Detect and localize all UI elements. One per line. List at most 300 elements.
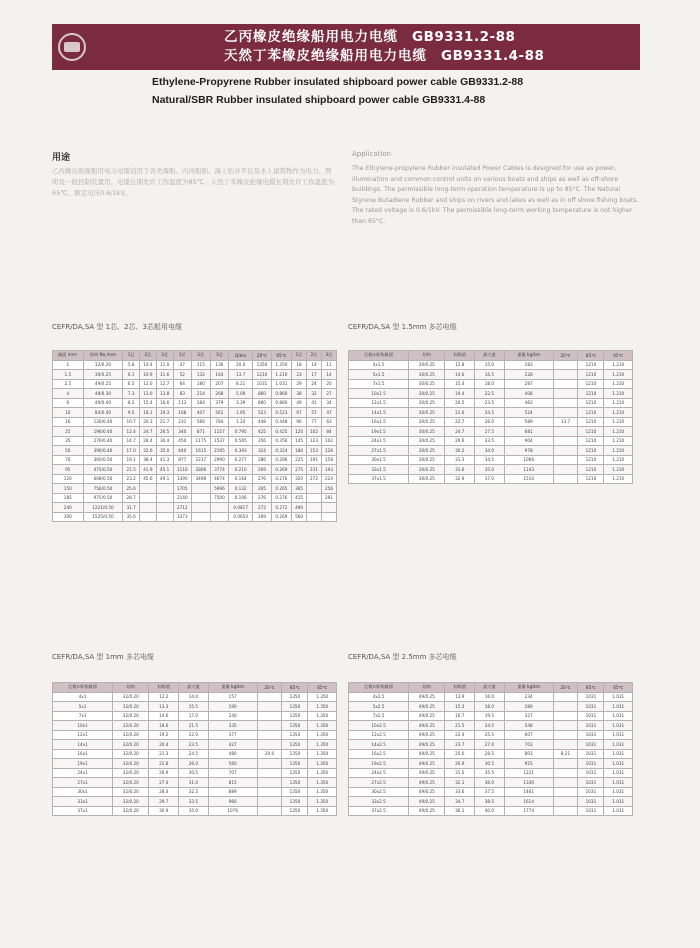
table-row — [349, 740, 633, 750]
table-cell: 784 — [210, 417, 229, 427]
table-cell: 1210 — [253, 370, 272, 380]
table-header-cell: 65℃ — [308, 683, 337, 693]
table-cell: 0.356 — [271, 436, 291, 446]
table-row — [349, 787, 633, 797]
spec-table-2 — [348, 350, 633, 484]
table-cell: 1.210 — [604, 427, 633, 437]
table-cell: 966 — [208, 797, 257, 807]
table-row — [349, 436, 633, 446]
table-cell: 10 — [53, 408, 84, 418]
table-cell — [307, 512, 322, 522]
table-cell: 50 — [53, 446, 84, 456]
table-cell: 19x1.5 — [349, 427, 409, 437]
table-cell: 30/0.25 — [409, 389, 445, 399]
table-row — [53, 749, 337, 759]
table-cell: 18.1 — [140, 408, 157, 418]
table-cell: 150 — [53, 484, 84, 494]
table-cell: 475/0.50 — [83, 465, 123, 475]
table-cell: 32/0.20 — [113, 749, 149, 759]
table-cell: 31.5 — [445, 768, 475, 778]
table-header-cell: 结构 — [113, 683, 149, 693]
table-cell: 19x1 — [53, 759, 113, 769]
table-cell: 0.164 — [229, 474, 253, 484]
table-cell: 11 — [321, 360, 336, 370]
table-row — [349, 759, 633, 769]
table-cell: 560 — [292, 512, 307, 522]
table-cell: 33.5 — [179, 797, 209, 807]
table-cell: 6 — [53, 398, 84, 408]
table-header-cell: 重量 kg/km — [504, 351, 553, 361]
table-cell: 871 — [192, 427, 211, 437]
table-cell: 24.7 — [445, 427, 475, 437]
table-cell — [553, 389, 578, 399]
table-cell: 28.4 — [149, 787, 179, 797]
table-header-cell: 结构 — [409, 683, 445, 693]
table-cell: 0.860 — [271, 398, 291, 408]
table-cell: 407 — [192, 408, 211, 418]
table-cell: 1031 — [578, 806, 604, 816]
table-cell: 1116 — [173, 465, 192, 475]
table-header-cell: 1芯 — [173, 351, 192, 361]
table-cell: 30/0.25 — [409, 379, 445, 389]
table-cell: 276 — [253, 474, 272, 484]
section-label-3: CEFR/DA,SA 型 1mm 多芯电缆 — [52, 653, 154, 661]
table-cell: 1.350 — [271, 360, 291, 370]
table-cell: 4674 — [210, 474, 229, 484]
table-cell — [307, 493, 322, 503]
table-header-cell: 20℃ — [257, 683, 282, 693]
table-cell — [156, 503, 173, 513]
table-cell — [553, 721, 578, 731]
table-cell: 45.6 — [140, 474, 157, 484]
table-cell: 1210 — [578, 465, 604, 475]
table-cell: 1.95 — [229, 408, 253, 418]
table-cell: 275 — [292, 465, 307, 475]
table-cell: 16.5 — [475, 370, 505, 380]
table-cell: 49/0.25 — [409, 749, 445, 759]
table-cell: 23.5 — [179, 740, 209, 750]
table-row — [349, 749, 633, 759]
table-cell: 1614 — [504, 797, 553, 807]
table-cell: 13.9 — [445, 692, 475, 702]
table-cell: 35 — [53, 436, 84, 446]
table-cell: 17.0 — [123, 446, 140, 456]
table-cell: 4x1.5 — [349, 360, 409, 370]
table-cell: 0.132 — [229, 484, 253, 494]
application-heading: Application — [352, 150, 392, 158]
table-cell — [140, 512, 157, 522]
table-cell: 30x2.5 — [349, 787, 409, 797]
table-cell: 190 — [208, 702, 257, 712]
table-cell: 30/0.25 — [409, 455, 445, 465]
table-cell — [192, 503, 211, 513]
table-cell: 2140 — [173, 493, 192, 503]
table-cell: 84/0.40 — [83, 408, 123, 418]
table-cell — [257, 711, 282, 721]
table-cell: 29.7 — [149, 797, 179, 807]
table-cell: 102 — [321, 436, 336, 446]
table-cell: 240 — [53, 503, 84, 513]
table-header-cell: 2芯 — [140, 351, 157, 361]
table-cell: 3.39 — [229, 398, 253, 408]
table-cell: 1.210 — [604, 474, 633, 484]
table-header-cell: 截面 mm² — [53, 351, 84, 361]
table-cell: 1143 — [504, 465, 553, 475]
table-cell: 1031 — [578, 768, 604, 778]
table-cell: 14.7 — [123, 436, 140, 446]
table-cell: 0.448 — [271, 417, 291, 427]
table-cell: 49/0.25 — [409, 806, 445, 816]
table-cell — [553, 379, 578, 389]
table-cell: 877 — [173, 455, 192, 465]
usage-cn-text: 乙丙橡皮绝缘船用电力电缆适用于各类海船、内河船舶、海上钻井平台及水上建筑物作为电力、照明及一般控制装置用。电缆长期允许工作温度为85℃，天然丁苯橡皮绝缘电缆长期允许工作温度为65℃，额定电压0.6/1kV。 — [52, 167, 335, 197]
table-cell: 425 — [253, 427, 272, 437]
table-header-cell: 最大值 — [475, 683, 505, 693]
table-cell: 49/0.25 — [409, 740, 445, 750]
table-cell: 860 — [253, 398, 272, 408]
table-cell: 32/0.20 — [113, 806, 149, 816]
table-cell: 10x1 — [53, 721, 113, 731]
table-cell: 196/0.40 — [83, 427, 123, 437]
table-cell: 1350 — [282, 797, 308, 807]
table-cell: 16x1 — [53, 749, 113, 759]
table-cell — [553, 778, 578, 788]
table-header-cell: 重量 kg/km — [504, 683, 553, 693]
table-cell — [210, 512, 229, 522]
table-cell: 480 — [208, 749, 257, 759]
table-cell: 37x1 — [53, 806, 113, 816]
table-header-cell: 芯数×标称截面 — [349, 351, 409, 361]
table-cell: 164 — [210, 370, 229, 380]
spec-table-3 — [52, 682, 337, 816]
table-row — [349, 465, 633, 475]
table-cell: 0.269 — [271, 512, 291, 522]
table-cell — [553, 711, 578, 721]
table-cell: 1210 — [578, 398, 604, 408]
table-cell: 102 — [307, 427, 322, 437]
table-cell — [553, 806, 578, 816]
table-header-cell: 2芯 — [192, 351, 211, 361]
table-cell: 10.7 — [123, 417, 140, 427]
table-cell — [321, 503, 336, 513]
table-cell — [257, 702, 282, 712]
table-cell: 0.106 — [229, 493, 253, 503]
table-cell: 0.265 — [271, 484, 291, 494]
table-cell: 193 — [321, 465, 336, 475]
table-cell: 10.9 — [140, 370, 157, 380]
table-cell: 49/0.30 — [83, 389, 123, 399]
table-cell: 256 — [321, 484, 336, 494]
table-cell: 70 — [53, 455, 84, 465]
table-cell: 49 — [292, 398, 307, 408]
table-cell: 20.0 — [229, 360, 253, 370]
table-cell: 377 — [208, 730, 257, 740]
table-cell: 115 — [192, 360, 211, 370]
table-cell — [307, 503, 322, 513]
table-cell: 17 — [307, 370, 322, 380]
table-cell: 1031 — [578, 740, 604, 750]
table-row — [53, 379, 337, 389]
table-cell: 30.2 — [445, 446, 475, 456]
table-cell: 64 — [173, 379, 192, 389]
table-header-cell: 1芯 — [292, 351, 307, 361]
table-row — [53, 730, 337, 740]
table-cell — [257, 740, 282, 750]
table-cell: 28.5 — [475, 749, 505, 759]
table-cell: 1350 — [282, 730, 308, 740]
table-cell: 26.5 — [156, 427, 173, 437]
table-header-cell: 20℃ — [553, 351, 578, 361]
table-cell: 30/0.25 — [409, 436, 445, 446]
table-cell: 1.031 — [604, 740, 633, 750]
table-row — [349, 797, 633, 807]
table-cell: 31.7 — [123, 503, 140, 513]
table-header-cell: 65℃ — [604, 351, 633, 361]
table-header-cell: 2芯 — [307, 351, 322, 361]
table-cell: 0.565 — [229, 436, 253, 446]
table-header-cell: 65℃ — [271, 351, 291, 361]
table-cell: 272 — [307, 474, 322, 484]
table-cell: 185 — [53, 493, 84, 503]
table-cell — [553, 427, 578, 437]
table-row — [53, 797, 337, 807]
table-header-cell: 芯数×标称截面 — [349, 683, 409, 693]
table-cell: 1031 — [578, 759, 604, 769]
table-cell — [257, 778, 282, 788]
table-row — [53, 446, 337, 456]
table-cell: 0.795 — [229, 427, 253, 437]
table-cell: 41.9 — [140, 465, 157, 475]
table-cell: 0.210 — [229, 465, 253, 475]
table-cell: 20.0 — [257, 749, 282, 759]
table-cell: 548 — [504, 721, 553, 731]
table-cell: 22.7 — [445, 417, 475, 427]
table-row — [53, 474, 337, 484]
table-cell: 234 — [504, 692, 553, 702]
table-cell: 57 — [307, 408, 322, 418]
table-cell: 335 — [208, 721, 257, 731]
table-cell: 20 — [321, 379, 336, 389]
table-cell: 7x2.5 — [349, 711, 409, 721]
table-row — [53, 702, 337, 712]
table-cell: 23.7 — [445, 740, 475, 750]
table-cell: 17.0 — [179, 711, 209, 721]
table-cell: 14x2.5 — [349, 740, 409, 750]
table-header-cell: 85℃ — [578, 683, 604, 693]
table-row — [349, 702, 633, 712]
table-cell: 7x1 — [53, 711, 113, 721]
table-cell: 4x2.5 — [349, 692, 409, 702]
table-cell: 32/0.20 — [113, 759, 149, 769]
table-cell: 19.3 — [156, 408, 173, 418]
table-cell: 33x1.5 — [349, 465, 409, 475]
table-cell: 27 — [321, 389, 336, 399]
table-cell — [553, 455, 578, 465]
table-cell: 231 — [173, 417, 192, 427]
table-cell: 265 — [253, 484, 272, 494]
table-cell — [257, 730, 282, 740]
table-header-cell: 结构 No./mm — [83, 351, 123, 361]
table-row — [53, 398, 337, 408]
table-cell: 20.4 — [149, 740, 179, 750]
table-cell: 77 — [307, 417, 322, 427]
table-cell: 1210 — [578, 360, 604, 370]
table-cell: 1.350 — [308, 730, 337, 740]
table-cell: 84 — [321, 427, 336, 437]
table-cell: 32/0.20 — [113, 740, 149, 750]
table-cell: 30/0.25 — [409, 427, 445, 437]
table-cell: 27.4 — [149, 778, 179, 788]
table-cell: 1 — [53, 360, 84, 370]
table-cell: 1031 — [578, 730, 604, 740]
table-cell: 18 — [292, 360, 307, 370]
table-cell: 396/0.40 — [83, 446, 123, 456]
table-cell: 32/0.20 — [113, 778, 149, 788]
table-cell: 123 — [307, 436, 322, 446]
table-cell: 415 — [292, 493, 307, 503]
table-cell — [257, 806, 282, 816]
table-cell: 6.5 — [123, 379, 140, 389]
table-row — [53, 370, 337, 380]
table-cell: 34 — [321, 398, 336, 408]
table-cell: 707 — [208, 768, 257, 778]
table-cell: 1210 — [578, 474, 604, 484]
table-cell: 132 — [192, 370, 211, 380]
table-cell — [553, 446, 578, 456]
table-cell: 25 — [53, 427, 84, 437]
table-cell: 560 — [208, 759, 257, 769]
table-cell: 1.350 — [308, 711, 337, 721]
table-row — [53, 740, 337, 750]
table-header-cell: 最大值 — [475, 351, 505, 361]
table-cell: 4x1 — [53, 692, 113, 702]
table-cell: 1461 — [504, 787, 553, 797]
table-cell: 27x1 — [53, 778, 113, 788]
table-cell: 1210 — [578, 436, 604, 446]
table-header-cell: 20℃ — [253, 351, 272, 361]
table-cell: 268 — [210, 389, 229, 399]
table-cell: 1031 — [578, 778, 604, 788]
table-cell: 1705 — [173, 484, 192, 494]
table-cell: 1.210 — [604, 398, 633, 408]
table-cell: 32/0.20 — [113, 692, 149, 702]
table-cell: 1.210 — [271, 370, 291, 380]
table-cell: 1.210 — [604, 446, 633, 456]
table-cell: 31.6 — [445, 465, 475, 475]
application-en-text: The Ethylene-propylene Rubber insulated Power Cables is designed for use as power, illumination and common control units on various boats and ships as well as off-shore buildings. The permissible long-term operation temperature is up to 85°C. The Natural Styrene Butadiene Rubber and ships on rivers and lakes as well as in off shore fishing boats. The rated voltage is 0.6/1kV. The permissible long-term working temperature is not higher than 65°C. — [352, 165, 639, 225]
table-cell: 36.1 — [445, 806, 475, 816]
company-logo — [58, 33, 86, 61]
table-cell: 13.7 — [553, 417, 578, 427]
table-cell: 21.5 — [179, 721, 209, 731]
spec-table-4 — [348, 682, 633, 816]
table-cell: 1350 — [282, 759, 308, 769]
table-cell: 47 — [321, 408, 336, 418]
table-cell: 49/0.25 — [409, 730, 445, 740]
table-cell — [257, 721, 282, 731]
table-row — [349, 778, 633, 788]
table-cell: 904 — [504, 436, 553, 446]
table-row — [349, 768, 633, 778]
table-cell: 32/0.20 — [113, 711, 149, 721]
table-row — [349, 389, 633, 399]
table-cell: 1066 — [504, 455, 553, 465]
table-cell: 0.286 — [271, 455, 291, 465]
table-header-cell: 重量 kg/km — [208, 683, 257, 693]
table-row — [349, 360, 633, 370]
table-row — [53, 360, 337, 370]
table-cell: 15.3 — [445, 702, 475, 712]
table-cell: 12.0 — [140, 379, 157, 389]
table-cell: 29.6 — [445, 436, 475, 446]
table-cell — [156, 512, 173, 522]
table-cell: 4 — [53, 389, 84, 399]
table-cell: 1.210 — [604, 370, 633, 380]
table-cell: 1031 — [578, 711, 604, 721]
table-cell — [553, 408, 578, 418]
table-row — [349, 370, 633, 380]
table-cell: 1.031 — [604, 730, 633, 740]
table-cell: 1.031 — [604, 749, 633, 759]
table-cell: 33.5 — [475, 436, 505, 446]
table-cell: 13.0 — [140, 389, 157, 399]
table-cell: 12x1.5 — [349, 398, 409, 408]
table-cell — [553, 398, 578, 408]
usage-heading: 用途 — [52, 153, 71, 163]
table-cell: 1.031 — [604, 806, 633, 816]
table-cell: 978 — [504, 446, 553, 456]
table-cell: 1.350 — [308, 740, 337, 750]
table-cell: 49/0.25 — [409, 778, 445, 788]
table-cell: 1031 — [253, 379, 272, 389]
table-cell: 10x2.5 — [349, 721, 409, 731]
table-cell — [553, 370, 578, 380]
table-cell: 35.5 — [475, 768, 505, 778]
table-row — [53, 778, 337, 788]
table-cell: 19.5 — [475, 711, 505, 721]
table-cell: 37x2.5 — [349, 806, 409, 816]
table-cell: 22.0 — [179, 730, 209, 740]
table-cell: 276/0.40 — [83, 436, 123, 446]
table-cell: 15.0 — [475, 360, 505, 370]
table-row — [53, 427, 337, 437]
table-cell: 90 — [292, 417, 307, 427]
table-cell: 21.6 — [445, 408, 475, 418]
table-row — [349, 692, 633, 702]
table-cell: 284 — [192, 398, 211, 408]
table-cell: 289 — [504, 702, 553, 712]
table-cell — [553, 692, 578, 702]
table-cell: 803 — [504, 749, 553, 759]
table-cell: 14.0 — [445, 370, 475, 380]
table-row — [349, 446, 633, 456]
table-cell: 67 — [292, 408, 307, 418]
table-cell: 12x2.5 — [349, 730, 409, 740]
table-cell — [192, 484, 211, 494]
table-cell: 1350 — [282, 806, 308, 816]
table-cell: 1031 — [578, 721, 604, 731]
table-cell: 12.2 — [149, 692, 179, 702]
table-cell: 18.6 — [149, 721, 179, 731]
table-cell: 1221 — [504, 768, 553, 778]
table-row — [349, 427, 633, 437]
table-cell — [553, 465, 578, 475]
english-title-2: Natural/SBR Rubber insulated shipboard power cable GB9331.4-88 — [152, 94, 486, 106]
table-cell: 27x1.5 — [349, 446, 409, 456]
table-cell: 490 — [292, 503, 307, 513]
table-cell: 11.6 — [156, 370, 173, 380]
banner-titles — [224, 28, 544, 66]
